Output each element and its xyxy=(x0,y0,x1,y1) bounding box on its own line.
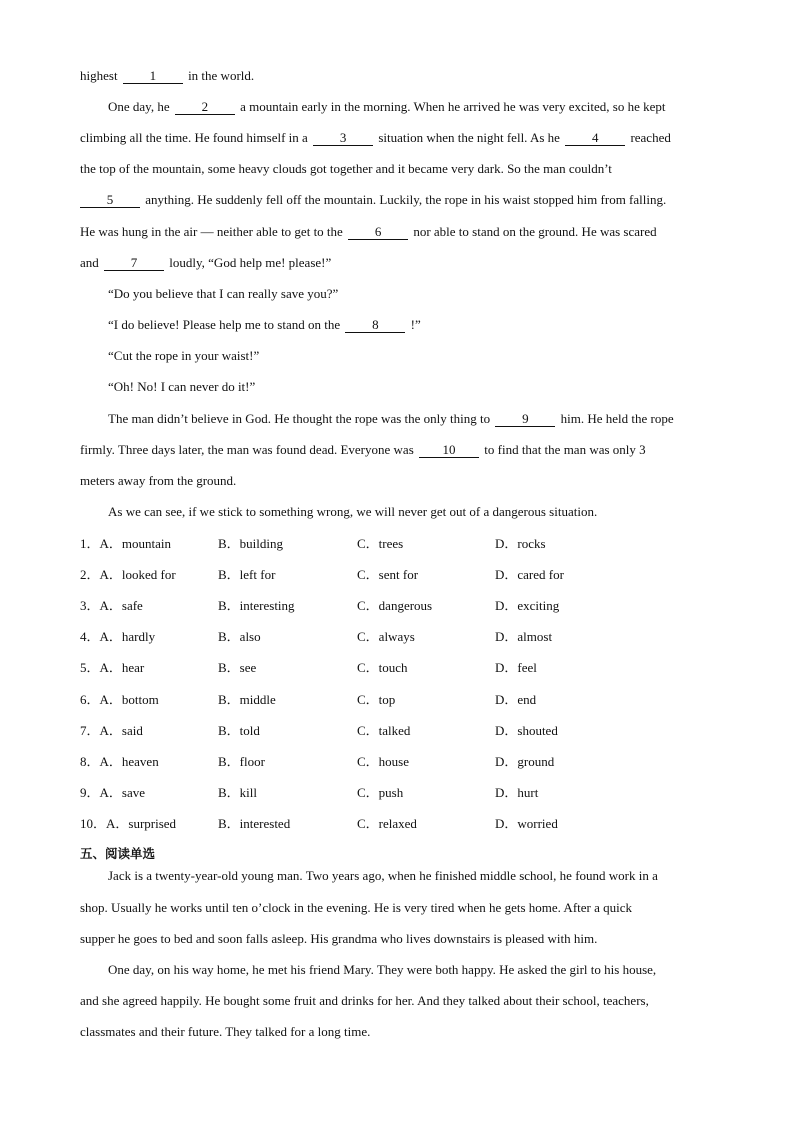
passage-line: supper he goes to bed and soon falls asleep. His grandma who lives downstairs is pleased with him. xyxy=(80,931,598,946)
passage-line: and she agreed happily. He bought some fruit and drinks for her. And they talked about their school, teachers, xyxy=(80,993,649,1008)
option-d: D．ground xyxy=(495,754,555,769)
option-a: 8．A．heaven xyxy=(80,754,159,769)
option-d: D．cared for xyxy=(495,567,564,582)
blank-6: 6 xyxy=(348,225,408,240)
option-b: B．also xyxy=(218,629,261,644)
passage-line xyxy=(80,247,720,278)
text: climbing all the time. He found himself in a xyxy=(80,130,312,145)
option-b: B．told xyxy=(218,723,260,738)
passage-line: meters away from the ground. xyxy=(80,473,237,488)
text: He was hung in the air — neither able to get to the xyxy=(80,224,347,239)
option-c: C．trees xyxy=(357,536,404,551)
question-row xyxy=(80,715,720,746)
question-row xyxy=(80,808,720,839)
option-a: 6．A．bottom xyxy=(80,692,159,707)
blank-2: 2 xyxy=(175,100,235,115)
option-c: C．sent for xyxy=(357,567,419,582)
option-d: D．end xyxy=(495,692,537,707)
option-c: C．house xyxy=(357,754,410,769)
text: firmly. Three days later, the man was found dead. Everyone was xyxy=(80,442,418,457)
passage-line: the top of the mountain, some heavy clouds got together and it became very dark. So the man couldn’t xyxy=(80,161,612,176)
dialogue-line: “Oh! No! I can never do it!” xyxy=(108,379,256,394)
passage-line xyxy=(108,91,720,122)
passage-line: Jack is a twenty-year-old young man. Two years ago, when he finished middle school, he found work in a xyxy=(108,868,658,883)
option-d: D．feel xyxy=(495,660,537,675)
dialogue-line: “Do you believe that I can really save you?” xyxy=(108,286,339,301)
question-row xyxy=(80,590,720,621)
option-a: 4．A．hardly xyxy=(80,629,156,644)
option-b: B．interesting xyxy=(218,598,295,613)
question-row xyxy=(80,559,720,590)
dialogue-line xyxy=(108,309,720,340)
text: to find that the man was only 3 xyxy=(481,442,646,457)
text: “I do believe! Please help me to stand on the xyxy=(108,317,344,332)
question-row xyxy=(80,684,720,715)
option-c: C．always xyxy=(357,629,415,644)
blank-3: 3 xyxy=(313,131,373,146)
option-d: D．exciting xyxy=(495,598,560,613)
option-b: B．see xyxy=(218,660,257,675)
text: a mountain early in the morning. When he arrived he was very excited, so he kept xyxy=(236,99,666,114)
passage-line xyxy=(108,403,720,434)
dialogue-line: “Cut the rope in your waist!” xyxy=(108,348,260,363)
text: !” xyxy=(407,317,421,332)
option-a: 2．A．looked for xyxy=(80,567,176,582)
option-a: 3．A．safe xyxy=(80,598,143,613)
option-c: C．relaxed xyxy=(357,816,417,831)
option-c: C．top xyxy=(357,692,396,707)
option-d: D．hurt xyxy=(495,785,539,800)
option-c: C．talked xyxy=(357,723,411,738)
text: nor able to stand on the ground. He was scared xyxy=(410,224,657,239)
passage-line xyxy=(80,434,720,465)
option-a: 10．A．surprised xyxy=(80,816,177,831)
question-row xyxy=(80,777,720,808)
passage-line xyxy=(80,122,720,153)
option-a: 7．A．said xyxy=(80,723,143,738)
question-row xyxy=(80,652,720,683)
passage-line: classmates and their future. They talked for a long time. xyxy=(80,1024,371,1039)
text: reached xyxy=(627,130,671,145)
blank-5: 5 xyxy=(80,193,140,208)
blank-4: 4 xyxy=(565,131,625,146)
option-d: D．worried xyxy=(495,816,558,831)
option-d: D．almost xyxy=(495,629,553,644)
section-heading: 五、阅读单选 xyxy=(80,846,156,861)
option-b: B．middle xyxy=(218,692,276,707)
option-d: D．shouted xyxy=(495,723,558,738)
text: highest xyxy=(80,68,121,83)
text: One day, he xyxy=(108,99,173,114)
text: and xyxy=(80,255,103,270)
text: in the world. xyxy=(184,68,255,83)
passage-line: As we can see, if we stick to something wrong, we will never get out of a dangerous situation. xyxy=(108,504,598,519)
blank-7: 7 xyxy=(104,256,164,271)
text: situation when the night fell. As he xyxy=(375,130,564,145)
option-c: C．dangerous xyxy=(357,598,433,613)
option-a: 1．A．mountain xyxy=(80,536,171,551)
option-a: 9．A．save xyxy=(80,785,145,800)
passage-line xyxy=(80,184,720,215)
text: The man didn’t believe in God. He thought the rope was the only thing to xyxy=(108,411,494,426)
question-row xyxy=(80,746,720,777)
blank-9: 9 xyxy=(495,412,555,427)
passage-line xyxy=(80,216,720,247)
text: him. He held the rope xyxy=(557,411,674,426)
blank-10: 10 xyxy=(419,443,479,458)
passage-line: One day, on his way home, he met his friend Mary. They were both happy. He asked the girl to his house, xyxy=(108,962,657,977)
option-a: 5．A．hear xyxy=(80,660,145,675)
option-b: B．building xyxy=(218,536,284,551)
option-b: B．left for xyxy=(218,567,276,582)
passage-line xyxy=(80,60,720,91)
text: loudly, “God help me! please!” xyxy=(166,255,332,270)
question-row xyxy=(80,621,720,652)
option-b: B．floor xyxy=(218,754,265,769)
passage-line: shop. Usually he works until ten o’clock in the evening. He is very tired when he gets home. After a quick xyxy=(80,900,633,915)
option-c: C．push xyxy=(357,785,404,800)
option-b: B．kill xyxy=(218,785,258,800)
text: anything. He suddenly fell off the mountain. Luckily, the rope in his waist stopped him from falling. xyxy=(142,192,667,207)
option-d: D．rocks xyxy=(495,536,546,551)
blank-8: 8 xyxy=(345,318,405,333)
question-row xyxy=(80,528,720,559)
option-b: B．interested xyxy=(218,816,291,831)
option-c: C．touch xyxy=(357,660,408,675)
blank-1: 1 xyxy=(123,69,183,84)
